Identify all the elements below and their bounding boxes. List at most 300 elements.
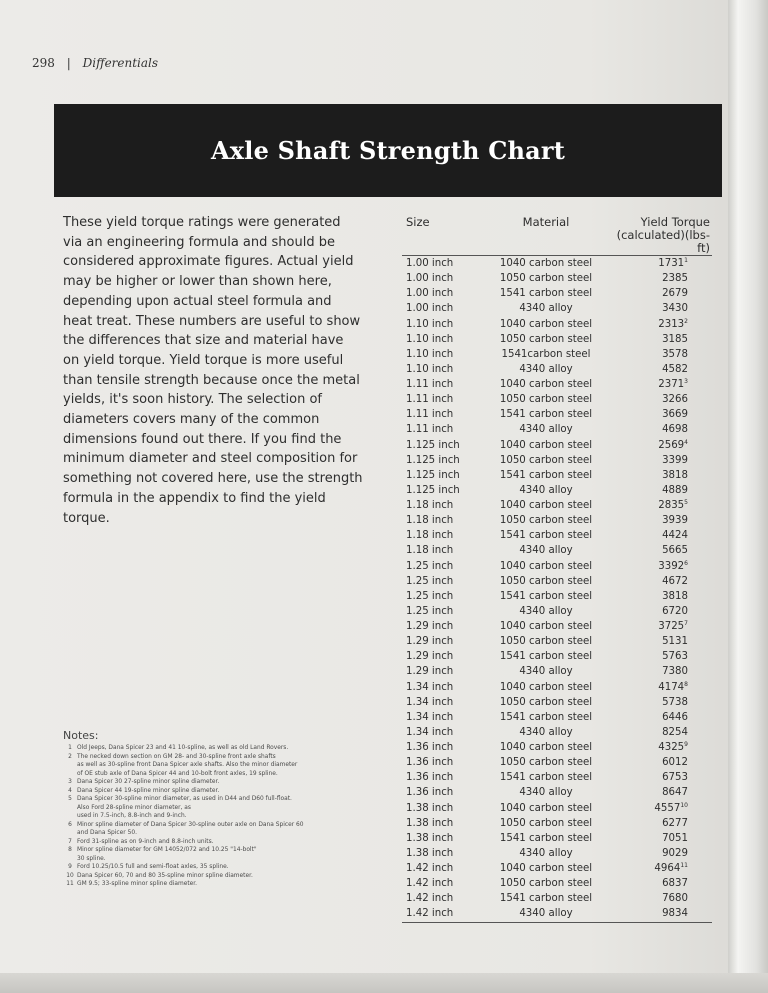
cell-size: 1.34 inch (406, 696, 454, 708)
cell-material: 1050 carbon steel (499, 394, 593, 406)
cell-material: 1050 carbon steel (499, 515, 593, 527)
cell-yield-torque (610, 332, 712, 347)
table-row (402, 468, 712, 483)
yield-value: 4582 (662, 363, 688, 375)
table-row (402, 453, 712, 468)
note-number: 8 (68, 847, 72, 853)
cell-material: 4340 alloy (482, 906, 610, 922)
cell-yield-torque (610, 362, 712, 377)
cell-material: 1040 carbon steel (499, 560, 593, 572)
cell-yield-torque (610, 816, 712, 831)
yield-value: 3578 (662, 348, 688, 360)
yield-value: 5131 (662, 636, 688, 648)
note-item (63, 795, 375, 804)
footnote-marker: 2 (684, 317, 688, 325)
table-row (402, 377, 712, 392)
cell-yield-torque (610, 619, 712, 634)
table-row (402, 876, 712, 891)
cell-yield-torque (610, 317, 712, 332)
cell-material: 1541 carbon steel (499, 832, 593, 844)
cell-yield-torque (610, 801, 712, 816)
table-row (402, 362, 712, 377)
footnote-marker: 3 (684, 378, 688, 385)
cell-size: 1.38 inch (406, 817, 454, 829)
yield-value: 9834 (662, 908, 688, 920)
yield-value: 8254 (662, 726, 688, 738)
yield-value: 4698 (662, 424, 688, 436)
yield-value: 6837 (662, 878, 688, 890)
cell-material: 1040 carbon steel (499, 258, 593, 269)
cell-yield-torque (610, 286, 712, 301)
yield-value: 2835 (658, 500, 685, 511)
footnote-marker: 4 (684, 438, 688, 446)
yield-value: 4174 (658, 681, 685, 693)
cell-material: 1541 carbon steel (499, 409, 593, 421)
cell-material: 1541 carbon steel (499, 288, 593, 300)
table-row (402, 619, 712, 634)
cell-yield-torque (610, 755, 712, 770)
notes-section (63, 729, 375, 889)
note-text: The necked down section on GM 28- and 30-spline front axle shafts (77, 753, 276, 760)
cell-material: 1050 carbon steel (499, 273, 593, 285)
yield-value: 3392 (658, 560, 685, 572)
notes-list (63, 744, 375, 889)
table-row (402, 543, 712, 558)
table-row (402, 317, 712, 332)
cell-material: 1541 carbon steel (499, 772, 593, 784)
table-row (402, 286, 712, 301)
yield-value: 6446 (662, 711, 688, 723)
cell-yield-torque (610, 528, 712, 543)
yield-value: 7680 (662, 893, 688, 905)
table-row (402, 498, 712, 513)
cell-material: 1040 carbon steel (499, 742, 593, 753)
note-text: Minor spline diameter of Dana Spicer 30-spline outer axle on Dana Spicer 60 (77, 821, 304, 828)
table-row (402, 710, 712, 725)
note-number: 2 (68, 753, 72, 760)
section-title: Differentials (82, 56, 159, 70)
note-item (63, 872, 375, 881)
table-row (402, 861, 712, 876)
cell-yield-torque (610, 438, 712, 453)
footnote-marker: 10 (680, 801, 688, 809)
cell-size: 1.125 inch (406, 454, 460, 466)
note-number: 7 (68, 838, 72, 845)
cell-yield-torque (610, 589, 712, 604)
table-header-row (402, 216, 712, 256)
note-number: 3 (68, 779, 72, 785)
cell-size: 1.38 inch (406, 847, 454, 859)
cell-size: 1.18 inch (406, 515, 454, 527)
cell-size: 1.34 inch (406, 711, 454, 723)
footnote-marker: 1 (684, 257, 688, 264)
table-row (402, 332, 712, 347)
note-number: 11 (66, 881, 74, 887)
cell-size: 1.00 inch (406, 303, 454, 315)
yield-value: 2569 (658, 439, 685, 451)
cell-material: 1040 carbon steel (499, 621, 593, 632)
cell-material: 4340 alloy (519, 303, 573, 315)
cell-size: 1.29 inch (406, 636, 454, 648)
table-row (402, 528, 712, 543)
yield-value: 7380 (662, 666, 688, 678)
yield-value: 4325 (658, 742, 685, 753)
cell-size: 1.18 inch (406, 500, 454, 511)
cell-material: 4340 alloy (519, 424, 573, 436)
cell-yield-torque (610, 770, 712, 785)
cell-yield-torque (610, 664, 712, 679)
cell-size: 1.25 inch (406, 575, 454, 587)
yield-value: 7051 (662, 832, 688, 844)
note-text: Ford 31-spline as on 9-inch and 8.8-inch units. (77, 838, 214, 845)
yield-value: 3185 (662, 333, 688, 345)
cell-material: 4340 alloy (519, 726, 573, 738)
note-number (63, 812, 77, 821)
note-item (63, 761, 375, 770)
cell-yield-torque (610, 695, 712, 710)
note-text: Also Ford 28-spline minor diameter, as (77, 804, 191, 811)
note-number: 4 (68, 787, 72, 794)
cell-material: 1541carbon steel (501, 348, 591, 360)
table-row (402, 589, 712, 604)
yield-value: 3266 (662, 394, 688, 406)
note-text: Dana Spicer 44 19-spline minor spline diameter. (77, 787, 220, 794)
cell-size: 1.34 inch (406, 726, 454, 738)
cell-material: 1040 carbon steel (499, 863, 593, 874)
yield-value: 5763 (662, 651, 688, 663)
note-text: Dana Spicer 60, 70 and 80 35-spline minor spline diameter. (77, 872, 253, 879)
footnote-marker: 7 (684, 620, 688, 627)
note-text: Minor spline diameter for GM 14052/072 and 10.25 "14-bolt" (77, 847, 257, 853)
note-item (63, 778, 375, 787)
cell-material: 1050 carbon steel (499, 575, 593, 587)
yield-value: 9029 (662, 847, 688, 859)
note-number: 5 (68, 796, 72, 802)
cell-yield-torque (610, 634, 712, 649)
cell-yield-torque (610, 649, 712, 664)
cell-yield-torque (610, 906, 712, 922)
cell-size: 1.36 inch (406, 742, 454, 753)
column-header-material: Material (482, 216, 610, 256)
note-number (63, 761, 77, 770)
cell-size: 1.42 inch (406, 878, 454, 890)
cell-yield-torque (610, 861, 712, 876)
table-row (402, 438, 712, 453)
footnote-marker: 6 (684, 559, 688, 567)
cell-size: 1.29 inch (406, 666, 454, 678)
axle-strength-table (402, 216, 712, 923)
note-item (63, 863, 375, 872)
cell-yield-torque (610, 543, 712, 558)
note-number (63, 829, 77, 838)
yield-value: 4964 (654, 863, 681, 874)
yield-value: 8647 (662, 787, 688, 799)
table-row (402, 483, 712, 498)
cell-yield-torque (610, 271, 712, 286)
yield-value: 6012 (662, 757, 688, 769)
cell-yield-torque (610, 680, 712, 695)
cell-material: 1050 carbon steel (499, 696, 593, 708)
note-item (63, 880, 375, 889)
cell-yield-torque (610, 347, 712, 362)
yield-value: 4557 (654, 802, 681, 814)
yield-value: 2679 (662, 288, 688, 300)
footnote-marker: 9 (684, 741, 688, 748)
cell-size: 1.36 inch (406, 772, 454, 784)
note-text: 30 spline. (77, 855, 106, 862)
cell-material: 4340 alloy (519, 605, 573, 617)
cell-yield-torque (610, 392, 712, 407)
yield-value: 1731 (658, 258, 685, 269)
cell-material: 1050 carbon steel (499, 333, 593, 345)
table-row (402, 846, 712, 861)
cell-material: 4340 alloy (519, 484, 573, 496)
yield-header-line1: Yield Torque (640, 215, 710, 229)
cell-size: 1.11 inch (406, 394, 454, 406)
table-row (402, 740, 712, 755)
table-row (402, 680, 712, 695)
note-item (63, 812, 375, 821)
cell-yield-torque (610, 876, 712, 891)
cell-size: 1.25 inch (406, 560, 454, 572)
cell-yield-torque (610, 301, 712, 316)
cell-yield-torque (610, 725, 712, 740)
page-number: 298 (32, 56, 55, 70)
yield-value: 6720 (662, 605, 688, 617)
cell-yield-torque (610, 498, 712, 513)
table-row (402, 513, 712, 528)
cell-size: 1.25 inch (406, 590, 454, 602)
note-text: Dana Spicer 30 27-spline minor spline diameter. (77, 779, 220, 785)
cell-material: 1541 carbon steel (499, 469, 593, 481)
yield-value: 3399 (662, 454, 688, 466)
yield-value: 5738 (662, 696, 688, 708)
cell-material: 1050 carbon steel (499, 878, 593, 890)
table-row (402, 256, 712, 272)
cell-material: 1040 carbon steel (499, 318, 593, 330)
table-row (402, 755, 712, 770)
table-row (402, 407, 712, 422)
cell-material: 4340 alloy (519, 787, 573, 799)
yield-value: 3725 (658, 621, 685, 632)
cell-yield-torque (610, 422, 712, 437)
note-text: Old Jeeps, Dana Spicer 23 and 41 10-spline, as well as old Land Rovers. (77, 745, 289, 751)
cell-size: 1.18 inch (406, 545, 454, 557)
cell-size: 1.125 inch (406, 484, 460, 496)
note-item (63, 744, 375, 753)
note-item (63, 804, 375, 813)
cell-material: 4340 alloy (519, 847, 573, 859)
yield-value: 3669 (662, 409, 688, 421)
yield-value: 3818 (662, 590, 688, 602)
note-item (63, 821, 375, 830)
notes-heading: Notes: (63, 729, 99, 742)
note-item (63, 855, 375, 864)
cell-size: 1.34 inch (406, 681, 454, 693)
cell-yield-torque (610, 483, 712, 498)
cell-size: 1.10 inch (406, 348, 454, 360)
note-text: used in 7.5-inch, 8.8-inch and 9-inch. (77, 813, 187, 819)
note-item (63, 787, 375, 796)
note-text: GM 9.5; 33-spline minor spline diameter. (77, 881, 198, 887)
yield-value: 3939 (662, 515, 688, 527)
table-row (402, 785, 712, 800)
cell-yield-torque (610, 604, 712, 619)
cell-material: 4340 alloy (519, 363, 573, 375)
table-row (402, 831, 712, 846)
table-row (402, 422, 712, 437)
running-head-separator: | (66, 56, 71, 70)
yield-value: 6753 (662, 772, 688, 784)
yield-value: 2385 (662, 273, 688, 285)
cell-size: 1.11 inch (406, 424, 454, 436)
note-number (63, 804, 77, 813)
note-item (63, 770, 375, 779)
yield-value: 4889 (662, 484, 688, 496)
footnote-marker: 11 (680, 862, 688, 869)
table-row (402, 301, 712, 316)
cell-yield-torque (610, 891, 712, 906)
table-row (402, 392, 712, 407)
yield-value: 5665 (662, 545, 688, 557)
note-item (63, 846, 375, 855)
note-number (63, 770, 77, 779)
table-body (402, 256, 712, 923)
cell-size: 1.00 inch (406, 288, 454, 300)
note-text: of OE stub axle of Dana Spicer 44 and 10-bolt front axles, 19 spline. (77, 770, 278, 777)
table-row (402, 725, 712, 740)
page-gutter (728, 0, 768, 993)
table-row (402, 559, 712, 574)
table-row (402, 906, 712, 922)
cell-size: 1.36 inch (406, 757, 454, 769)
note-number: 1 (68, 745, 72, 751)
cell-size: 1.25 inch (406, 605, 454, 617)
cell-material: 1040 carbon steel (499, 500, 593, 511)
cell-material: 4340 alloy (519, 666, 573, 678)
page-bottom-edge (0, 973, 768, 993)
cell-size: 1.00 inch (406, 258, 454, 269)
table-row (402, 664, 712, 679)
table-row (402, 770, 712, 785)
column-header-yield-torque (610, 216, 712, 256)
note-text: Ford 10.25/10.5 full and semi-float axles, 35 spline. (77, 864, 229, 870)
table-row (402, 891, 712, 906)
cell-yield-torque (610, 407, 712, 422)
cell-size: 1.36 inch (406, 787, 454, 799)
cell-size: 1.11 inch (406, 409, 454, 421)
table-row (402, 271, 712, 286)
title-band (54, 104, 722, 197)
cell-material: 1541 carbon steel (499, 530, 593, 542)
note-item (63, 753, 375, 762)
cell-size: 1.125 inch (406, 469, 460, 481)
cell-yield-torque (610, 377, 712, 392)
cell-yield-torque (610, 574, 712, 589)
cell-size: 1.42 inch (406, 893, 454, 905)
note-text: as well as 30-spline front Dana Spicer axle shafts. Also the minor diameter (77, 762, 298, 768)
cell-yield-torque (610, 740, 712, 755)
yield-value: 4424 (662, 530, 688, 542)
table-row (402, 347, 712, 362)
column-header-size: Size (402, 216, 482, 256)
table-row (402, 604, 712, 619)
note-number (63, 855, 77, 864)
table-row (402, 634, 712, 649)
cell-material: 1541 carbon steel (499, 893, 593, 905)
table-row (402, 801, 712, 816)
table-row (402, 816, 712, 831)
cell-material: 1050 carbon steel (499, 636, 593, 648)
yield-value: 6277 (662, 817, 688, 829)
cell-size: 1.00 inch (406, 273, 454, 285)
cell-yield-torque (610, 453, 712, 468)
cell-yield-torque (610, 256, 712, 272)
cell-yield-torque (610, 831, 712, 846)
cell-size: 1.10 inch (406, 363, 454, 375)
cell-material: 1541 carbon steel (499, 590, 593, 602)
cell-material: 1541 carbon steel (499, 711, 593, 723)
note-number: 6 (68, 821, 72, 828)
note-number: 9 (68, 864, 72, 870)
cell-material: 1040 carbon steel (499, 439, 593, 451)
cell-size: 1.11 inch (406, 379, 454, 390)
cell-material: 1040 carbon steel (499, 379, 593, 390)
table-row (402, 695, 712, 710)
cell-material: 1050 carbon steel (499, 817, 593, 829)
cell-size: 1.18 inch (406, 530, 454, 542)
yield-value: 3430 (662, 303, 688, 315)
cell-yield-torque (610, 468, 712, 483)
cell-yield-torque (610, 710, 712, 725)
cell-size: 1.10 inch (406, 318, 454, 330)
cell-material: 1040 carbon steel (499, 802, 593, 814)
table-row (402, 649, 712, 664)
yield-value: 4672 (662, 575, 688, 587)
cell-yield-torque (610, 513, 712, 528)
cell-material: 4340 alloy (519, 545, 573, 557)
yield-header-line2: (calculated)(lbs-ft) (616, 228, 710, 255)
note-number: 10 (66, 872, 74, 879)
running-head (32, 56, 158, 70)
yield-value: 2313 (658, 318, 685, 330)
cell-material: 1541 carbon steel (499, 651, 593, 663)
cell-size: 1.42 inch (402, 906, 482, 922)
page-title: Axle Shaft Strength Chart (210, 136, 566, 165)
table-row (402, 574, 712, 589)
note-text: and Dana Spicer 50. (77, 830, 137, 836)
cell-material: 1050 carbon steel (499, 454, 593, 466)
yield-value: 3818 (662, 469, 688, 481)
cell-size: 1.38 inch (406, 802, 454, 814)
cell-size: 1.38 inch (406, 832, 454, 844)
cell-yield-torque (610, 785, 712, 800)
cell-size: 1.29 inch (406, 621, 454, 632)
cell-yield-torque (610, 559, 712, 574)
note-item (63, 838, 375, 847)
cell-size: 1.10 inch (406, 333, 454, 345)
cell-material: 1040 carbon steel (499, 681, 593, 693)
cell-size: 1.125 inch (406, 439, 460, 451)
cell-size: 1.29 inch (406, 651, 454, 663)
cell-material: 1050 carbon steel (499, 757, 593, 769)
cell-size: 1.42 inch (406, 863, 454, 874)
footnote-marker: 5 (684, 499, 688, 506)
note-text: Dana Spicer 30-spline minor diameter, as used in D44 and D60 full-float. (77, 796, 292, 802)
footnote-marker: 8 (684, 680, 688, 688)
intro-paragraph: These yield torque ratings were generated via an engineering formula and should be considered approximate figures. Actual yield may be higher or lower than shown here, depending upon actual steel formula and heat treat. These numbers are useful to show the differences that size and material have on yield torque. Yield torque is more useful than tensile strength because once the metal yields, it's soon history. The selection of diameters covers many of the common dimensions found out there. If you find the minimum diameter and steel composition for something not covered here, use the strength formula in the appendix to find the yield torque. (63, 215, 363, 526)
note-item (63, 829, 375, 838)
